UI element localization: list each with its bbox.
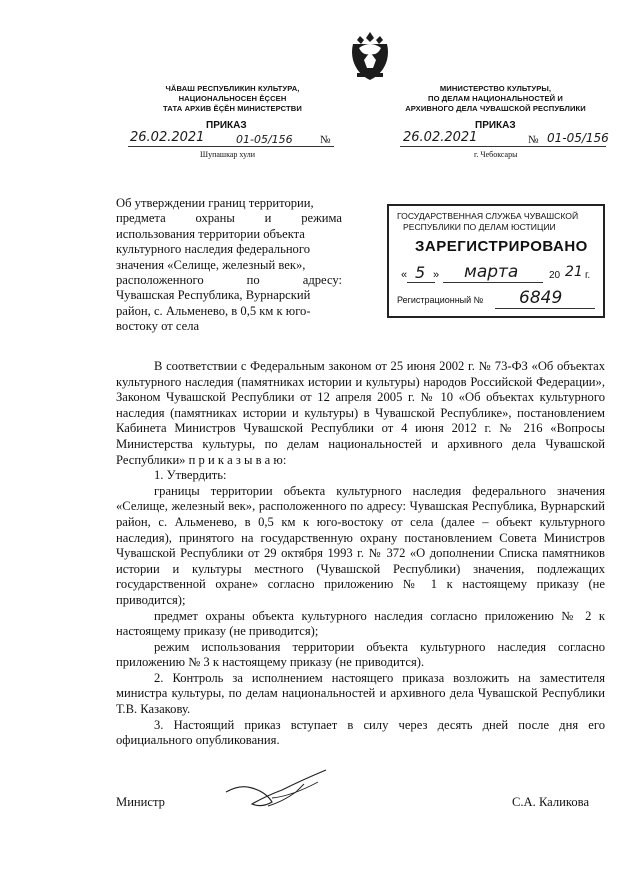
order-number-right: 01-05/156 xyxy=(547,131,609,145)
stamp-reg-label: Регистрационный № xyxy=(397,295,484,305)
stamp-year-suffix: 21 xyxy=(565,264,583,280)
body-paragraph: границы территории объекта культурного наследия федерального значения «Селище, железный век», расположенного по адресу: Чувашская Республика, Вурнарский район, с. Альменево, в 0,5 км к юго-востоку от села (далее – объект культурного наследия), принятого на государственную охрану постановлением Совета Министров Чувашской Республики от 29 октября 1993 г. № 372 «О дополнении Списка памятников истории и культуры местного (Чувашской Республики) значения, подлежащих государственной охране» согласно приложению № 1 к настоящему приказу (не приводится); xyxy=(116,483,605,607)
body-paragraph: 1. Утвердить: xyxy=(154,468,227,483)
stamp-registered: ЗАРЕГИСТРИРОВАНО xyxy=(415,238,588,255)
title-line: использования территории объекта xyxy=(116,226,305,241)
stamp-reg-line xyxy=(495,308,595,309)
stamp-quote-open: « xyxy=(401,269,408,281)
title-line: расположенного по адресу: xyxy=(116,273,342,288)
header-left-line1: ЧĂВАШ РЕСПУБЛИКИН КУЛЬТУРА, xyxy=(165,84,300,93)
title-line: район, с. Альменево, в 0,5 км к юго- xyxy=(116,303,311,318)
body-paragraph: 3. Настоящий приказ вступает в силу через десять дней после дня его официального опубликования. xyxy=(116,717,605,748)
stamp-month: марта xyxy=(464,262,519,282)
registration-stamp xyxy=(387,204,605,318)
number-sign-left: № xyxy=(320,134,331,146)
title-line: предмета охраны и режима xyxy=(116,211,342,226)
body-paragraph: В соответствии с Федеральным законом от 25 июня 2002 г. № 73-ФЗ «Об объектах культурного наследия (памятниках истории и культуры) народов Российской Федерации», Законом Чувашской Республики от 12 апреля 2005 г. № 10 «Об объектах культурного наследия (памятниках истории и культуры) в Чувашской Республике», постановлением Кабинета Министров Чувашской Республики от 4 июня 2012 г. № 216 «Вопросы Министерства культуры, по делам национальностей и архивного дела Чувашской Республики» п р и к а з ы в а ю: xyxy=(116,359,605,467)
document-body xyxy=(116,359,605,749)
stamp-quote-close: » xyxy=(433,269,440,281)
signatory-position: Министр xyxy=(116,795,165,809)
title-line: востоку от села xyxy=(116,319,200,334)
coat-of-arms-emblem xyxy=(347,30,393,82)
header-left xyxy=(120,84,345,114)
title-line: Об утверждении границ территории, xyxy=(116,196,314,210)
body-paragraph: 2. Контроль за исполнением настоящего приказа возложить на заместителя министра культуры, по делам национальностей и архивного дела Чувашской Республики Т.В. Казакову. xyxy=(116,670,605,717)
header-right-line1: МИНИСТЕРСТВО КУЛЬТУРЫ, xyxy=(439,84,552,93)
order-number-left: 01-05/156 xyxy=(236,133,293,146)
order-title-left: ПРИКАЗ xyxy=(206,120,247,131)
number-sign-right: № xyxy=(528,134,539,146)
title-line: значения «Селище, железный век», xyxy=(116,257,306,272)
stamp-year-g: г. xyxy=(585,270,591,281)
title-line: культурного наследия федерального xyxy=(116,242,311,257)
stamp-line2: РЕСПУБЛИКИ ПО ДЕЛАМ ЮСТИЦИИ xyxy=(403,222,556,232)
stamp-line1: ГОСУДАРСТВЕННАЯ СЛУЖБА ЧУВАШСКОЙ xyxy=(397,211,579,221)
header-right-line3: АРХИВНОГО ДЕЛА ЧУВАШСКОЙ РЕСПУБЛИКИ xyxy=(405,104,586,113)
order-date-left: 26.02.2021 xyxy=(130,130,205,145)
header-right-line2: ПО ДЕЛАМ НАЦИОНАЛЬНОСТЕЙ И xyxy=(428,94,563,103)
order-title-right: ПРИКАЗ xyxy=(475,120,516,131)
title-line: Чувашская Республика, Вурнарский xyxy=(116,288,311,303)
body-paragraph: режим использования территории объекта культурного наследия согласно приложению № 3 к настоящему приказу (не приводится). xyxy=(116,639,605,670)
handwritten-signature xyxy=(222,762,340,814)
document-title xyxy=(116,196,342,335)
order-date-right: 26.02.2021 xyxy=(403,130,478,145)
city-right: г. Чебоксары xyxy=(474,150,518,159)
stamp-reg-number: 6849 xyxy=(519,288,563,308)
stamp-day: 5 xyxy=(415,263,426,282)
header-right xyxy=(388,84,603,114)
header-left-line2: НАЦИОНАЛЬНОСЕН ĔÇСЕН xyxy=(178,94,287,103)
fill-line-right xyxy=(400,146,606,147)
fill-line-left xyxy=(128,146,334,147)
signatory-name: С.А. Каликова xyxy=(512,795,590,809)
body-paragraph: предмет охраны объекта культурного наследия согласно приложению № 2 к настоящему приказу (не приводится); xyxy=(116,608,605,639)
stamp-day-line xyxy=(407,282,435,283)
city-left: Шупашкар хули xyxy=(200,150,255,159)
stamp-year-prefix: 20 xyxy=(549,270,561,281)
stamp-month-line xyxy=(443,282,543,283)
header-left-line3: ТАТА АРХИВ ĔÇĔН МИНИСТЕРСТВИ xyxy=(163,104,302,113)
